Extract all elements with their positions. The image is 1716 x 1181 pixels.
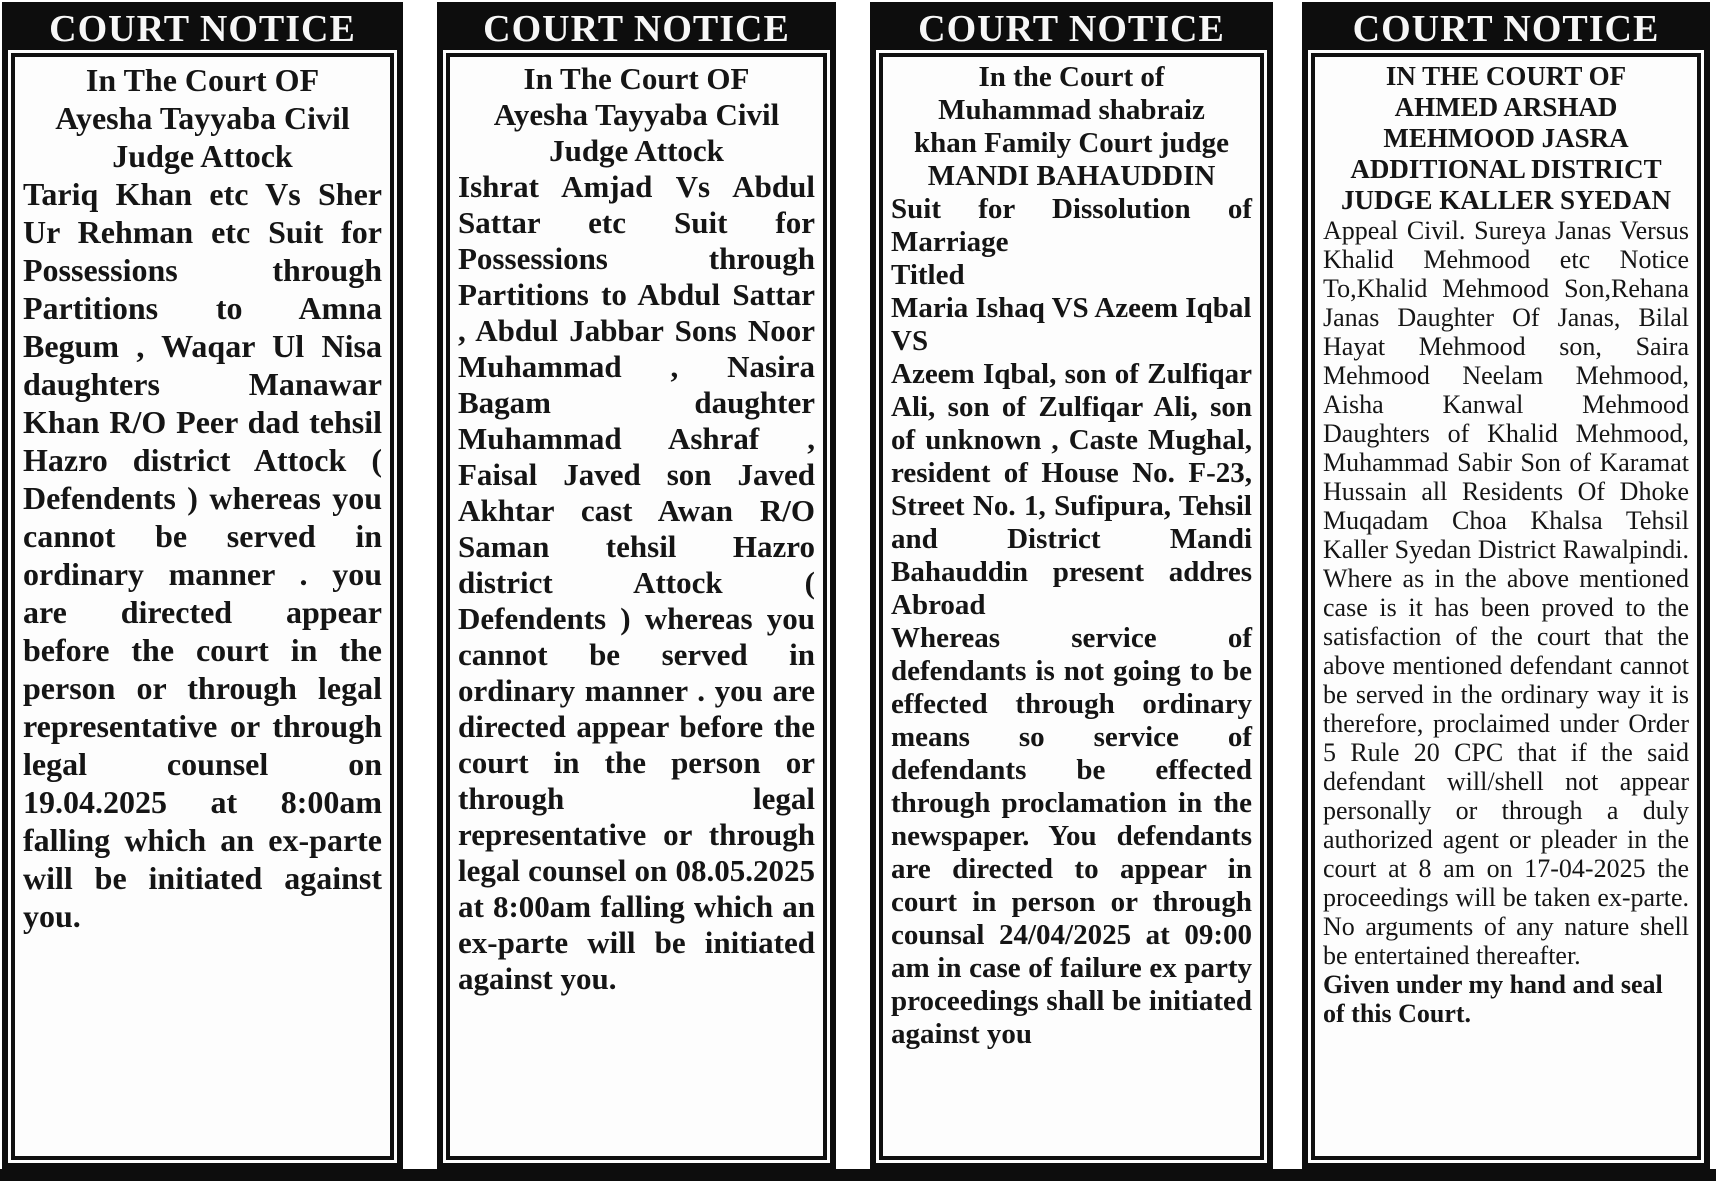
heading-line: Judge Attock <box>112 138 293 174</box>
heading-line: Muhammad shabraiz <box>938 94 1205 126</box>
heading-line: In The Court OF <box>523 61 750 96</box>
notice-3-title: COURT NOTICE <box>918 8 1225 50</box>
court-notice-2 <box>437 2 836 1169</box>
notice-4-paragraph: Appeal Civil. Sureya Janas Versus Khalid Mehmood etc Notice To,Khalid Mehmood Son,Rehana Janas Daughter Of Janas, Bilal Hayat Mehmood son, Saira Mehmood Neelam Mehmood, Aisha Kanwal Mehmood Daughters of Khalid Mehmood, Muhammad Sabir Son of Karamat Hussain all Residents Of Dhoke Muqadam Choa Khalsa Tehsil Kaller Syedan District Rawalpindi. Where as in the above mentioned case is it has been proved to the satisfaction of the court that the above mentioned defendant cannot be served in the ordinary way it is therefore, proclaimed under Order 5 Rule 20 CPC that if the said defendant will/shell not appear personally or through a duly authorized agent or pleader in the court at 8 am on 17-04-2025 the proceedings will be taken ex-parte. No arguments of any nature shell be entertained thereafter. <box>1323 216 1689 970</box>
notice-1-title: COURT NOTICE <box>49 8 356 50</box>
notice-1-paragraph: Tariq Khan etc Vs Sher Ur Rehman etc Suit for Possessions through Partitions to Amna Begum , Waqar Ul Nisa daughters Manawar Khan R/O Peer dad tehsil Hazro district Attock ( Defendents ) whereas you cannot be served in ordinary manner . you are directed appear before the court in the person or through legal representative or through legal counsel on 19.04.2025 at 8:00am falling which an ex-parte will be initiated against you. <box>23 176 382 934</box>
heading-line: In The Court OF <box>85 62 320 98</box>
notice-3-paragraph: Whereas service of defendants is not going to be effected through ordinary means so service of defendants be effected through proclamation in the newspaper. You defendants are directed to appear in court in person or through counsal 24/04/2025 at 09:00 am in case of failure ex party proceedings shall be initiated against you <box>891 622 1252 1050</box>
page-bottom-rule <box>0 1169 1716 1181</box>
notice-4-title-bar <box>1308 8 1704 50</box>
notice-3-title-bar <box>876 8 1267 50</box>
heading-line: IN THE COURT OF <box>1385 61 1627 91</box>
notice-3-paragraph: Titled <box>891 259 965 291</box>
notice-4-title: COURT NOTICE <box>1352 8 1660 50</box>
court-notice-3 <box>870 2 1273 1169</box>
notice-3-court-heading <box>891 61 1252 193</box>
court-notice-4 <box>1302 2 1710 1169</box>
notice-3-paragraph: VS <box>891 325 929 357</box>
notice-2-body <box>446 53 827 1160</box>
notice-3-paragraph: Suit for Dissolution of Marriage <box>891 193 1252 258</box>
notice-3-body <box>879 53 1264 1160</box>
notice-4-body <box>1311 53 1701 1160</box>
notice-4-closing: Given under my hand and seal of this Court. <box>1323 970 1663 1028</box>
notice-2-title-bar <box>443 8 830 50</box>
heading-line: MEHMOOD JASRA <box>1383 123 1629 153</box>
notice-1-court-heading <box>23 61 382 175</box>
heading-line: AHMED ARSHAD <box>1394 92 1618 122</box>
heading-line: khan Family Court judge <box>913 127 1229 159</box>
notice-4-court-heading <box>1323 61 1689 216</box>
heading-line: Judge Attock <box>549 133 724 168</box>
court-notice-1 <box>2 2 403 1169</box>
notice-3-paragraph: Azeem Iqbal, son of Zulfiqar Ali, son of Zulfiqar Ali, son of unknown , Caste Mughal, resident of House No. F-23, Street No. 1, Sufipura, Tehsil and District Mandi Bahauddin present addres Abroad <box>891 358 1252 621</box>
notice-2-court-heading <box>458 61 815 169</box>
heading-line: ADDITIONAL DISTRICT <box>1350 154 1662 184</box>
notice-3-paragraph: Maria Ishaq VS Azeem Iqbal <box>891 292 1252 324</box>
heading-line: Ayesha Tayyaba Civil <box>493 97 780 132</box>
heading-line: Ayesha Tayyaba Civil <box>55 100 350 136</box>
notice-2-paragraph: Ishrat Amjad Vs Abdul Sattar etc Suit for Possessions through Partitions to Abdul Sattar , Abdul Jabbar Sons Noor Muhammad , Nasira Bagam daughter Muhammad Ashraf , Faisal Javed son Javed Akhtar cast Awan R/O Saman tehsil Hazro district Attock ( Defendents ) whereas you cannot be served in ordinary manner . you are directed appear before the court in the person or through legal representative or through legal counsel on 08.05.2025 at 8:00am falling which an ex-parte will be initiated against you. <box>458 169 815 996</box>
notice-1-title-bar <box>8 8 397 50</box>
notice-2-title: COURT NOTICE <box>483 8 790 50</box>
heading-line: In the Court of <box>978 61 1165 93</box>
notice-1-body <box>11 53 394 1160</box>
heading-line: MANDI BAHAUDDIN <box>927 160 1216 192</box>
heading-line: JUDGE KALLER SYEDAN <box>1340 185 1672 215</box>
